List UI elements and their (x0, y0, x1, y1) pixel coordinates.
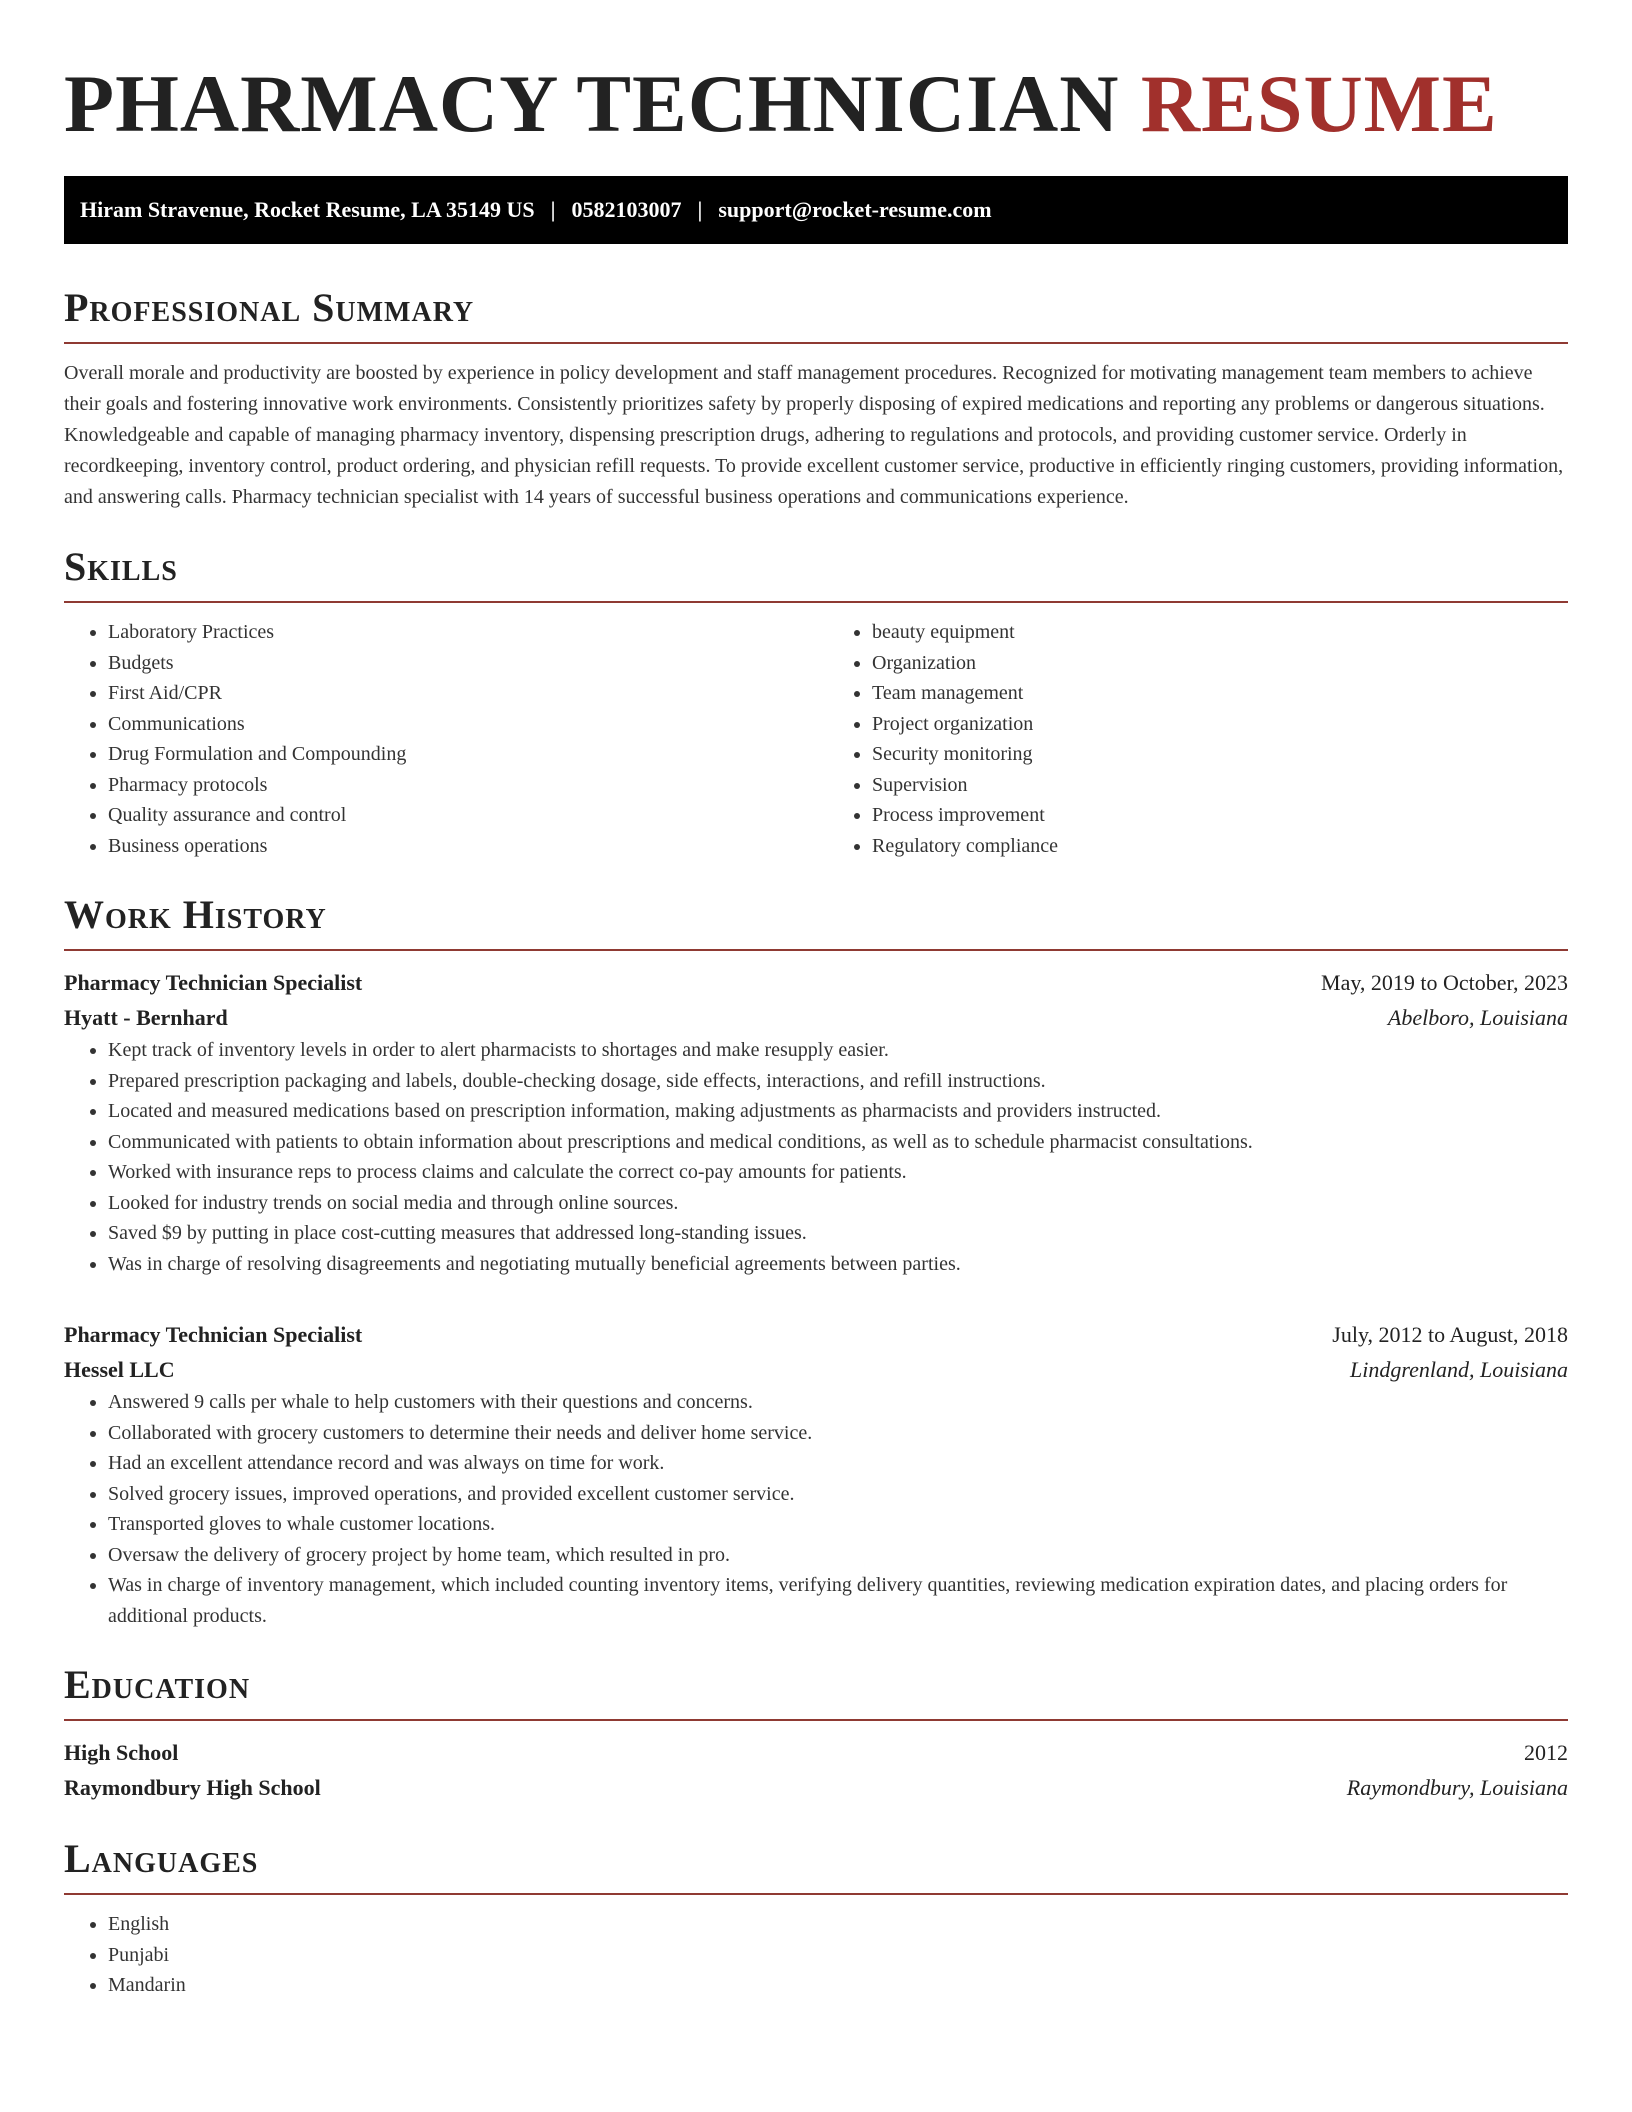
skill-item: • First Aid/CPR (108, 678, 804, 709)
summary-text: Overall morale and productivity are boosted by experience in policy development and staff management procedures. Recognized for motivating management team members to achieve their goals and fostering innovative work environments. Consistently prioritizes safety by properly disposing of expired medications and reporting any problems or dangerous situations. Knowledgeable and capable of managing pharmacy inventory, dispensing prescription drugs, adhering to regulations and protocols, and providing customer service. Orderly in recordkeeping, inventory control, product ordering, and physician refill requests. To provide excellent customer service, productive in efficiently ringing customers, providing information, and answering calls. Pharmacy technician specialist with 14 years of successful business operations and communications experience. (64, 362, 1564, 508)
contact-email: support@rocket-resume.com (718, 197, 992, 222)
job-company-row (64, 1000, 1568, 1035)
skills-grid (64, 617, 1568, 861)
education-school-row (64, 1770, 1568, 1805)
contact-phone: 0582103007 (571, 197, 682, 222)
contact-separator: | (697, 197, 703, 222)
title-accent: RESUME (1140, 58, 1498, 149)
contact-bar (64, 176, 1568, 244)
languages-section (64, 1833, 1568, 2001)
job-duty: • Was in charge of resolving disagreements and negotiating mutually beneficial agreements between parties. (108, 1249, 1568, 1280)
education-school: Raymondbury High School (64, 1775, 321, 1800)
section-heading-work: Work History (64, 892, 327, 937)
language-item: • Mandarin (108, 1970, 1568, 2001)
contact-address: Hiram Stravenue, Rocket Resume, LA 35149 US (80, 197, 535, 222)
title-main: PHARMACY TECHNICIAN (64, 58, 1120, 149)
education-location: Raymondbury, Louisiana (1346, 1775, 1568, 1800)
resume-page (64, 0, 1568, 2001)
job-company: Hessel LLC (64, 1357, 175, 1382)
section-heading-skills: Skills (64, 544, 178, 589)
languages-list (64, 1909, 1568, 2001)
job-duty: • Prepared prescription packaging and labels, double-checking dosage, side effects, interactions, and refill instructions. (108, 1066, 1568, 1097)
skill-item: • Process improvement (872, 800, 1568, 831)
section-divider (64, 1893, 1568, 1895)
skill-item: • Pharmacy protocols (108, 770, 804, 801)
skill-item: • Laboratory Practices (108, 617, 804, 648)
skill-item: • Budgets (108, 648, 804, 679)
job-location: Lindgrenland, Louisiana (1350, 1357, 1568, 1382)
job-title: Pharmacy Technician Specialist (64, 1322, 363, 1347)
job-duty: • Collaborated with grocery customers to determine their needs and deliver home service. (108, 1418, 1568, 1449)
job-duty: • Transported gloves to whale customer locations. (108, 1509, 1568, 1540)
job-dates: July, 2012 to August, 2018 (1332, 1322, 1568, 1347)
skill-item: • Project organization (872, 709, 1568, 740)
language-item: • Punjabi (108, 1940, 1568, 1971)
contact-separator: | (550, 197, 556, 222)
job-duty: • Solved grocery issues, improved operations, and provided excellent customer service. (108, 1479, 1568, 1510)
education-year: 2012 (1524, 1740, 1568, 1765)
section-divider (64, 949, 1568, 951)
skill-item: • Organization (872, 648, 1568, 679)
job-title: Pharmacy Technician Specialist (64, 970, 363, 995)
skill-item: • beauty equipment (872, 617, 1568, 648)
skill-item: • Communications (108, 709, 804, 740)
job-entry (64, 965, 1568, 1279)
skill-item: • Security monitoring (872, 739, 1568, 770)
job-duties-list (64, 1035, 1568, 1279)
summary-section (64, 282, 1568, 513)
job-duty: • Looked for industry trends on social media and through online sources. (108, 1188, 1568, 1219)
section-heading-summary: Professional Summary (64, 285, 475, 330)
skill-item: • Business operations (108, 831, 804, 862)
section-divider (64, 601, 1568, 603)
job-dates: May, 2019 to October, 2023 (1321, 970, 1568, 995)
skill-item: • Regulatory compliance (872, 831, 1568, 862)
education-section (64, 1659, 1568, 1805)
job-duty: • Was in charge of inventory management, which included counting inventory items, verifying delivery quantities, reviewing medication expiration dates, and placing orders for additional products. (108, 1570, 1568, 1631)
job-company-row (64, 1352, 1568, 1387)
job-duty: • Saved $9 by putting in place cost-cutting measures that addressed long-standing issues. (108, 1218, 1568, 1249)
skills-list-right (828, 617, 1568, 861)
skill-item: • Team management (872, 678, 1568, 709)
job-duties-list (64, 1387, 1568, 1631)
job-duty: • Oversaw the delivery of grocery project by home team, which resulted in pro. (108, 1540, 1568, 1571)
job-duty: • Worked with insurance reps to process claims and calculate the correct co-pay amounts for patients. (108, 1157, 1568, 1188)
language-item: • English (108, 1909, 1568, 1940)
section-divider (64, 1719, 1568, 1721)
skills-list-left (64, 617, 804, 861)
skill-item: • Drug Formulation and Compounding (108, 739, 804, 770)
section-heading-education: Education (64, 1662, 251, 1707)
job-duty: • Answered 9 calls per whale to help customers with their questions and concerns. (108, 1387, 1568, 1418)
skills-section (64, 541, 1568, 861)
section-divider (64, 342, 1568, 344)
job-location: Abelboro, Louisiana (1387, 1005, 1568, 1030)
job-duty: • Communicated with patients to obtain information about prescriptions and medical conditions, as well as to schedule pharmacist consultations. (108, 1127, 1568, 1158)
skill-item: • Supervision (872, 770, 1568, 801)
job-duty: • Kept track of inventory levels in order to alert pharmacists to shortages and make resupply easier. (108, 1035, 1568, 1066)
resume-title (64, 56, 1568, 152)
job-header-row (64, 965, 1568, 1000)
education-degree: High School (64, 1740, 179, 1765)
job-duty: • Located and measured medications based on prescription information, making adjustments as pharmacists and providers instructed. (108, 1096, 1568, 1127)
work-history-section (64, 889, 1568, 1631)
job-company: Hyatt - Bernhard (64, 1005, 228, 1030)
job-entry (64, 1317, 1568, 1631)
job-duty: • Had an excellent attendance record and was always on time for work. (108, 1448, 1568, 1479)
section-heading-languages: Languages (64, 1836, 259, 1881)
job-header-row (64, 1317, 1568, 1352)
education-header-row (64, 1735, 1568, 1770)
skill-item: • Quality assurance and control (108, 800, 804, 831)
